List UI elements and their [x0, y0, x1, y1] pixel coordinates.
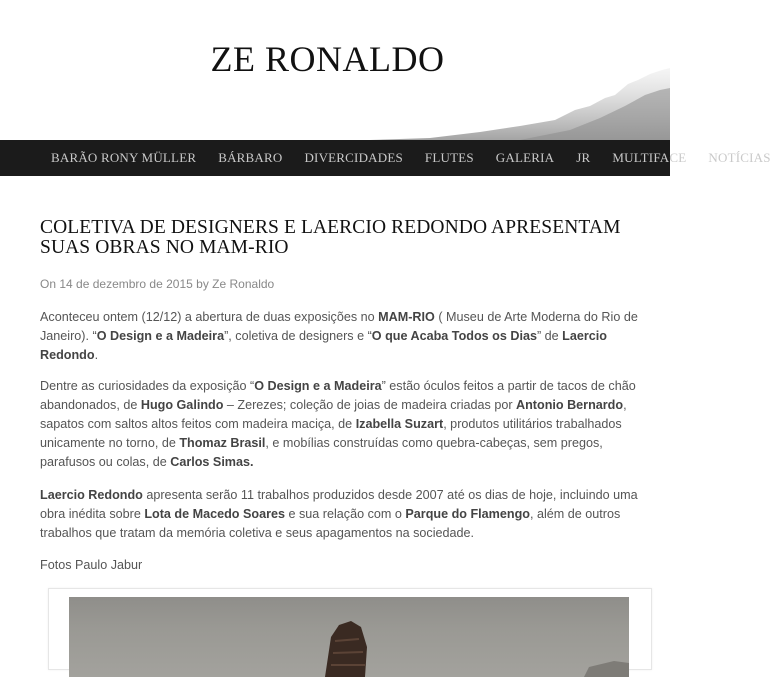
post-article — [40, 217, 660, 572]
post-photo[interactable] — [69, 597, 629, 677]
text: , além de outros trabalhos que tratam da memória coletiva e seus apagamentos na sociedade. — [40, 507, 621, 540]
text: . — [94, 348, 99, 362]
nav-item-divercidades[interactable]: DIVERCIDADES — [304, 150, 403, 165]
bold-text: MAM-RIO — [378, 310, 435, 324]
bold-text: Izabella Suzart — [355, 417, 444, 431]
post-title[interactable]: COLETIVA DE DESIGNERS E LAERCIO REDONDO APRESENTAM SUAS OBRAS NO MAM-RIO — [40, 217, 621, 258]
nav-item-galeria[interactable]: GALERIA — [495, 150, 555, 165]
nav-item-flutes[interactable]: FLUTES — [424, 150, 474, 165]
bold-text: Hugo Galindo — [140, 398, 224, 412]
nav-item-barbaro[interactable]: BÁRBARO — [218, 150, 283, 165]
text: e sua relação com o — [285, 507, 406, 521]
photo-credit: Fotos Paulo Jabur — [40, 558, 143, 572]
photo-chair-shape — [69, 597, 629, 677]
nav-item-jr[interactable]: JR — [576, 150, 591, 165]
post-photo-frame — [48, 588, 652, 670]
nav-item-barao-rony-muller[interactable]: BARÃO RONY MÜLLER — [51, 150, 197, 165]
site-header — [0, 0, 670, 140]
text: , produtos utilitários trabalhados unicamente no torno, de — [40, 417, 622, 450]
bold-text: Thomaz Brasil — [179, 436, 266, 450]
bold-text: Laercio Redondo — [40, 329, 607, 362]
bold-text: O que Acaba Todos os Dias — [371, 329, 537, 343]
text: ” de — [536, 329, 563, 343]
text: Aconteceu ontem (12/12) a abertura de duas exposições no — [40, 310, 379, 324]
text: ( Museu de Arte Moderna do Rio de Janeiro). “ — [40, 310, 638, 343]
bold-text: O Design e a Madeira — [96, 329, 225, 343]
meta-on-label: On — [40, 277, 57, 291]
bold-text: Lota de Macedo Soares — [144, 507, 285, 521]
post-paragraph-1 — [40, 308, 660, 365]
text: apresenta serão 11 trabalhos produzidos desde 2007 até os dias de hoje, incluindo uma obra inédita sobre — [40, 488, 638, 521]
text: , e mobílias construídas como quebra-cabeças, sem pregos, parafusos ou colas, de — [40, 436, 603, 469]
post-paragraph-3 — [40, 486, 660, 543]
post-author-link[interactable]: Ze Ronaldo — [212, 277, 275, 291]
text: ”, coletiva de designers e “ — [224, 329, 372, 343]
bold-text: Antonio Bernardo — [516, 398, 624, 412]
text: ” estão óculos feitos a partir de tacos de chão abandonados, de — [40, 379, 636, 412]
nav-item-noticias[interactable]: NOTÍCIAS — [708, 150, 771, 165]
site-title[interactable]: ZE RONALDO — [210, 39, 445, 79]
text: – Zerezes; coleção de joias de madeira criadas por — [223, 398, 517, 412]
meta-by-label: by — [196, 277, 209, 291]
bold-text: O Design e a Madeira — [254, 379, 382, 393]
text: Dentre as curiosidades da exposição “ — [40, 379, 255, 393]
bold-text: Laercio Redondo — [40, 488, 143, 502]
post-meta — [40, 277, 660, 291]
bold-text: Parque do Flamengo — [405, 507, 530, 521]
main-navigation — [0, 140, 771, 176]
post-date-link[interactable]: 14 de dezembro de 2015 — [59, 277, 193, 291]
post-paragraph-2 — [40, 377, 660, 472]
nav-item-multiface[interactable]: MULTIFACE — [612, 150, 687, 165]
text: , sapatos com saltos altos feitos com madeira maciça, de — [40, 398, 627, 431]
bold-text: Carlos Simas. — [170, 455, 254, 469]
